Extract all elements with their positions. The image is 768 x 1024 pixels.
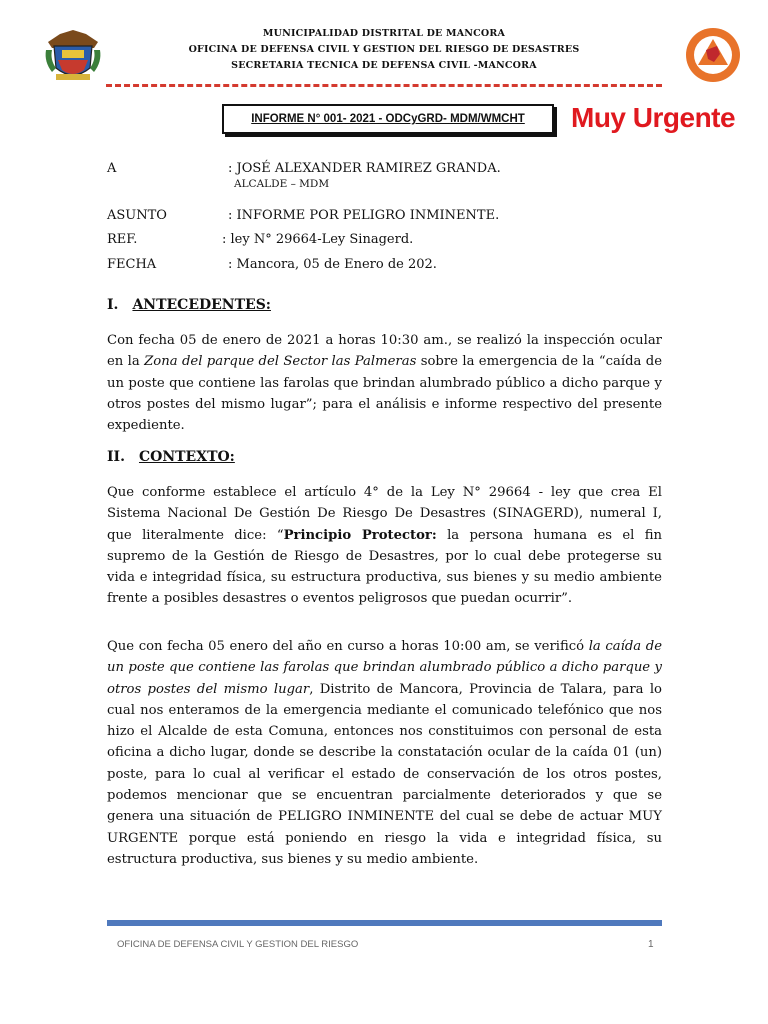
- meta-a-value: : JOSÉ ALEXANDER RAMIREZ GRANDA.: [228, 161, 501, 176]
- section-number: II.: [107, 449, 125, 465]
- footer-office: OFICINA DE DEFENSA CIVIL Y GESTION DEL RIESGO: [117, 939, 359, 950]
- report-number: INFORME N° 001- 2021 - ODCyGRD- MDM/WMCHT: [251, 113, 525, 125]
- meta-fecha-label: FECHA: [107, 257, 157, 272]
- contexto-paragraph-1: Que conforme establece el artículo 4° de la Ley N° 29664 - ley que crea El Sistema Nacional De Gestión De Riesgo De Desastres (SINAGERD), numeral I, que literalmente dice: “Principio Protector: la persona humana es el fin supremo de la Gestión de Riesgo de Desastres, por lo cual debe protegerse su vida e integridad física, su estructura productiva, sus bienes y su medio ambiente frente a posibles desastres o eventos peligrosos que puedan ocurrir”.: [107, 485, 662, 607]
- meta-ref-value: : ley N° 29664-Ley Sinagerd.: [222, 232, 414, 247]
- meta-asunto-value: : INFORME POR PELIGRO INMINENTE.: [228, 208, 500, 223]
- header-office: OFICINA DE DEFENSA CIVIL Y GESTION DEL RIESGO DE DESASTRES: [188, 44, 580, 55]
- header-municipality: MUNICIPALIDAD DISTRITAL DE MANCORA: [262, 28, 506, 39]
- header-secretariat: SECRETARIA TECNICA DE DEFENSA CIVIL -MANCORA: [231, 60, 537, 71]
- footer-bar: [107, 920, 662, 926]
- page-number: 1: [648, 939, 654, 950]
- antecedentes-paragraph: Con fecha 05 de enero de 2021 a horas 10:30 am., se realizó la inspección ocular en la Zona del parque del Sector las Palmeras sobre la emergencia de la “caída de un poste que contiene las farolas que brindan alumbrado público a dicho parque y otros postes del mismo lugar”; para el análisis e informe respectivo del presente expediente.: [107, 333, 663, 434]
- meta-a-sub: ALCALDE – MDM: [234, 178, 330, 190]
- meta-a-label: A: [107, 161, 117, 176]
- section-number: I.: [107, 297, 119, 313]
- meta-asunto-label: ASUNTO: [107, 208, 167, 223]
- section-heading: ANTECEDENTES:: [132, 297, 271, 313]
- meta-ref-label: REF.: [107, 232, 138, 247]
- meta-fecha-value: : Mancora, 05 de Enero de 202.: [228, 257, 437, 272]
- section-heading: CONTEXTO:: [138, 449, 235, 465]
- section-contexto-title: [107, 449, 235, 465]
- contexto-paragraph-2: Que con fecha 05 enero del año en curso a horas 10:00 am, se verificó la caída de un poste que contiene las farolas que brindan alumbrado público a dicho parque y otros postes del mismo lugar, Distrito de Mancora, Provincia de Talara, para lo cual nos enteramos de la emergencia mediante el comunicado telefónico que nos hizo el Alcalde de esta Comuna, entonces nos constituimos con personal de esta oficina a dicho lugar, donde se describe la constatación ocular de la caída 01 (un) poste, para lo cual al verificar el estado de conservación de los otros postes, podemos mencionar que se encuentran parcialmente deteriorados y que se genera una situación de PELIGRO INMINENTE del cual se debe de actuar MUY URGENTE porque está poniendo en riesgo la vida e integridad física, su estructura productiva, sus bienes y su medio ambiente.: [107, 639, 662, 867]
- report-number-box: [222, 104, 554, 134]
- header-divider: [106, 84, 662, 87]
- section-antecedentes-title: [107, 297, 271, 313]
- urgency-label: Muy Urgente: [571, 102, 736, 133]
